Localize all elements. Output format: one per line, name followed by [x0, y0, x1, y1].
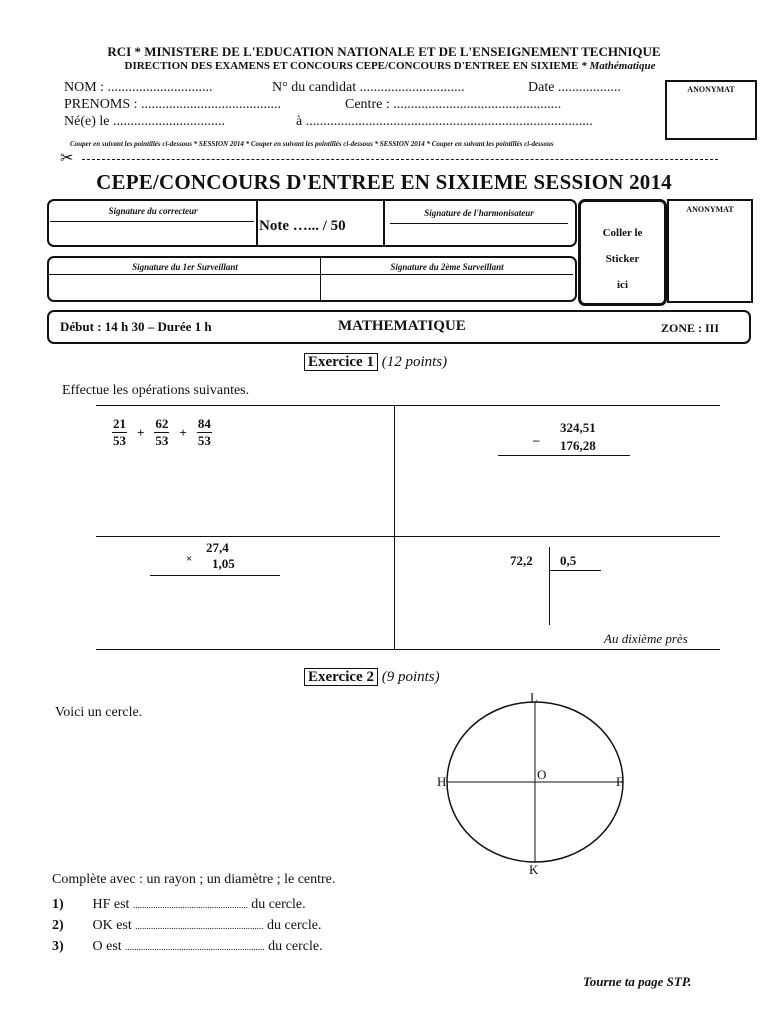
exercise2-title: [304, 669, 440, 686]
exercise1-instruction: Effectue les opérations suivantes.: [62, 383, 250, 398]
sub-line: [498, 455, 630, 456]
exercise1-title: [304, 354, 447, 371]
item-1-dots: ...................................................: [132, 900, 248, 910]
point-F: F: [616, 774, 624, 789]
exercise2-item-3: [52, 939, 323, 955]
div-dividend: 72,2: [510, 553, 533, 568]
exercise2-item-1: [52, 897, 306, 913]
field-date: Date ..................: [528, 80, 621, 95]
field-ne-le: Né(e) le ................................: [64, 114, 225, 129]
sig-harmonisateur-line: [390, 223, 568, 224]
item-3-dots: ..............................................................: [125, 942, 265, 952]
fraction-1-num: 21: [113, 416, 126, 431]
mul-bottom: 1,05: [212, 556, 235, 571]
sig-correcteur-label: Signature du correcteur: [108, 206, 198, 216]
anonymat-box-bottom: [667, 199, 753, 303]
field-centre: Centre : ................................................: [345, 97, 562, 112]
anonymat-label-bottom: ANONYMAT: [686, 205, 734, 214]
field-candidat: N° du candidat ..............................: [272, 80, 465, 95]
sticker-box: [578, 199, 667, 306]
item-3-number: 3): [52, 939, 64, 954]
sig-correcteur-line: [50, 221, 254, 222]
minus-sign: –: [533, 432, 540, 447]
debut-duree: Début : 14 h 30 – Durée 1 h: [60, 319, 212, 334]
mul-top: 27,4: [206, 540, 229, 555]
grid-vertical-line: [394, 405, 395, 649]
direction-text: DIRECTION DES EXAMENS ET CONCOURS CEPE/CONCOURS D'ENTREE EN SIXIEME: [124, 60, 579, 72]
div-horizontal-line: [549, 570, 601, 571]
grading-divider-2: [383, 201, 385, 245]
div-vertical-line: [549, 547, 550, 625]
exercise2-label: Exercice 2: [304, 668, 378, 686]
fraction-1-den: 53: [113, 433, 126, 448]
sig-surv1-label: Signature du 1er Surveillant: [132, 262, 238, 272]
fraction-3: [197, 416, 212, 449]
surveillant-divider: [320, 258, 321, 300]
sig-surv2-label: Signature du 2ème Surveillant: [390, 262, 504, 272]
subject-label: MATHEMATIQUE: [338, 318, 466, 334]
page-title: CEPE/CONCOURS D'ENTREE EN SIXIEME SESSION 2014: [96, 170, 672, 194]
item-2-number: 2): [52, 918, 64, 933]
anonymat-label-top: ANONYMAT: [687, 85, 735, 94]
item-3-start: O est: [92, 939, 122, 954]
subject-tag: * Mathématique: [581, 60, 656, 72]
div-divisor: 0,5: [560, 553, 577, 568]
fraction-2: [154, 416, 169, 449]
item-3-end: du cercle.: [268, 939, 323, 954]
cut-instruction: Couper en suivant les pointillés ci-dessous * SESSION 2014 * Couper en suivant les pointillés ci-dessous * SESSION 2014 * Couper en suivant les pointillés ci-dessous: [70, 140, 554, 148]
fraction-2-den: 53: [155, 433, 169, 448]
field-a: à ..................................................................................: [296, 114, 593, 129]
sticker-line-1: Coller le: [602, 227, 643, 239]
point-K: K: [529, 862, 539, 877]
fraction-addition: [112, 416, 212, 450]
exercise1-label: Exercice 1: [304, 353, 378, 371]
point-H: H: [437, 774, 447, 789]
fraction-1: [112, 416, 127, 449]
exercise2-points: (9 points): [381, 669, 440, 685]
grid-top-line: [96, 405, 720, 406]
times-sign: ×: [186, 553, 193, 565]
item-1-number: 1): [52, 897, 64, 912]
exercise1-points: (12 points): [381, 354, 448, 370]
cut-line: [82, 159, 718, 160]
exercise2-item-2: [52, 918, 321, 934]
plus-sign-1: +: [137, 425, 145, 440]
ministry-header: RCI * MINISTERE DE L'EDUCATION NATIONALE ET DE L'ENSEIGNEMENT TECHNIQUE: [107, 44, 661, 59]
field-prenoms: PRENOMS : ........................................: [64, 97, 282, 112]
item-2-start: OK est: [92, 918, 132, 933]
grid-bottom-line: [96, 649, 720, 650]
sticker-line-3: ici: [617, 279, 628, 291]
sub-top: 324,51: [560, 420, 596, 435]
item-2-dots: .........................................................: [135, 921, 264, 931]
item-2-end: du cercle.: [267, 918, 322, 933]
note-label: Note …... / 50: [259, 218, 346, 234]
zone-label: ZONE : III: [661, 321, 720, 335]
item-1-start: HF est: [92, 897, 130, 912]
fraction-3-num: 84: [197, 416, 211, 431]
item-1-end: du cercle.: [251, 897, 306, 912]
sticker-line-2: Sticker: [605, 253, 640, 265]
point-L: L: [530, 690, 538, 705]
circle-figure: [430, 690, 630, 880]
fraction-2-num: 62: [155, 416, 169, 431]
div-precision-note: Au dixième près: [604, 631, 688, 646]
fraction-3-den: 53: [197, 433, 211, 448]
grid-middle-line: [96, 536, 720, 537]
grading-divider-1: [256, 201, 258, 245]
point-O: O: [537, 767, 547, 782]
sig-harmonisateur-label: Signature de l'harmonisateur: [424, 208, 534, 218]
surveillant-line: [49, 274, 573, 275]
footer-turn-page: Tourne ta page STP.: [583, 974, 692, 989]
plus-sign-2: +: [179, 425, 187, 440]
exercise2-instruction: Complète avec : un rayon ; un diamètre ; le centre.: [52, 872, 336, 887]
mul-line: [150, 575, 280, 576]
direction-header: [40, 60, 740, 72]
scissors-icon: ✂: [60, 150, 74, 167]
field-nom: NOM : ..............................: [64, 80, 213, 95]
anonymat-box-top: [665, 80, 757, 140]
sub-bottom: 176,28: [560, 438, 596, 453]
exercise2-intro: Voici un cercle.: [55, 705, 143, 720]
